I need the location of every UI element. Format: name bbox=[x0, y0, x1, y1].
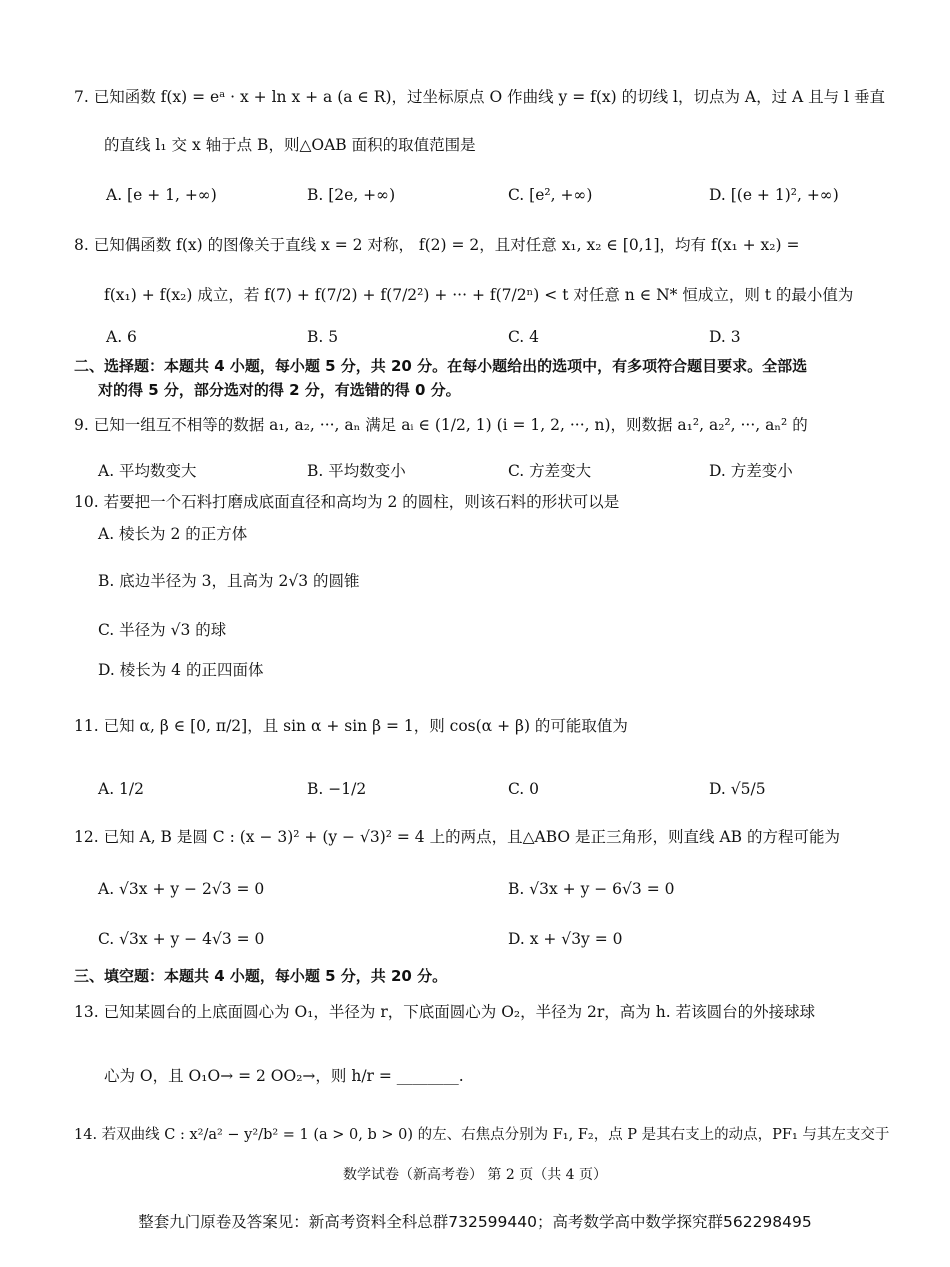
q7-option-b: B. [2e, +∞) bbox=[307, 186, 396, 204]
q8-stem-line2: f(x₁) + f(x₂) 成立，若 f(7) + f(7/2) + f(7/2²) + ··· + f(7/2ⁿ) < t 对任意 n ∈ N* 恒成立，则 t 的最小值为 bbox=[104, 286, 854, 304]
resource-notice: 整套九门原卷及答案见：新高考资料全科总群732599440；高考数学高中数学探究群562298495 bbox=[138, 1213, 812, 1231]
q7-stem-line2: 的直线 l₁ 交 x 轴于点 B，则△OAB 面积的取值范围是 bbox=[104, 136, 476, 154]
q12-option-a: A. √3x + y − 2√3 = 0 bbox=[98, 880, 265, 898]
q7-option-d: D. [(e + 1)², +∞) bbox=[709, 186, 839, 204]
q12-options-row1 bbox=[0, 876, 950, 902]
q9-stem: 9. 已知一组互不相等的数据 a₁, a₂, ···, aₙ 满足 aᵢ ∈ (1/2, 1) (i = 1, 2, ···, n)，则数据 a₁², a₂², ···, aₙ² 的 bbox=[74, 416, 808, 434]
q10-option-b: B. 底边半径为 3，且高为 2√3 的圆锥 bbox=[98, 572, 360, 590]
q7-option-c: C. [e², +∞) bbox=[508, 186, 593, 204]
q12-option-d: D. x + √3y = 0 bbox=[508, 930, 623, 948]
q12-option-c: C. √3x + y − 4√3 = 0 bbox=[98, 930, 265, 948]
q13-stem-line1: 13. 已知某圆台的上底面圆心为 O₁，半径为 r，下底面圆心为 O₂，半径为 2r，高为 h. 若该圆台的外接球球 bbox=[74, 1003, 816, 1021]
section2-heading-line2: 对的得 5 分，部分选对的得 2 分，有选错的得 0 分。 bbox=[98, 381, 461, 399]
q11-option-a: A. 1/2 bbox=[98, 780, 144, 798]
q8-option-a: A. 6 bbox=[106, 328, 137, 346]
q11-option-c: C. 0 bbox=[508, 780, 540, 798]
q11-options bbox=[0, 776, 950, 802]
q7-option-a: A. [e + 1, +∞) bbox=[106, 186, 217, 204]
q9-option-c: C. 方差变大 bbox=[508, 462, 592, 480]
q12-stem: 12. 已知 A, B 是圆 C : (x − 3)² + (y − √3)² = 4 上的两点，且△ABO 是正三角形，则直线 AB 的方程可能为 bbox=[74, 828, 840, 846]
q11-option-d: D. √5/5 bbox=[709, 780, 766, 798]
section3-heading: 三、填空题：本题共 4 小题，每小题 5 分，共 20 分。 bbox=[74, 967, 448, 985]
q12-option-b: B. √3x + y − 6√3 = 0 bbox=[508, 880, 675, 898]
q8-stem-line1: 8. 已知偶函数 f(x) 的图像关于直线 x = 2 对称， f(2) = 2，且对任意 x₁, x₂ ∈ [0,1]，均有 f(x₁ + x₂) = bbox=[74, 236, 800, 254]
q8-option-c: C. 4 bbox=[508, 328, 540, 346]
section2-heading-line1: 二、选择题：本题共 4 小题，每小题 5 分，共 20 分。在每小题给出的选项中，有多项符合题目要求。全部选 bbox=[74, 357, 808, 375]
q8-options bbox=[0, 324, 950, 350]
q10-option-d: D. 棱长为 4 的正四面体 bbox=[98, 661, 264, 679]
q13-stem-line2: 心为 O，且 O₁O→ = 2 OO₂→，则 h/r = ________. bbox=[104, 1067, 464, 1085]
q9-options bbox=[0, 458, 950, 484]
q10-stem: 10. 若要把一个石料打磨成底面直径和高均为 2 的圆柱，则该石料的形状可以是 bbox=[74, 493, 620, 511]
q11-option-b: B. −1/2 bbox=[307, 780, 367, 798]
q8-option-d: D. 3 bbox=[709, 328, 741, 346]
q9-option-b: B. 平均数变小 bbox=[307, 462, 406, 480]
q9-option-a: A. 平均数变大 bbox=[98, 462, 197, 480]
page-footer: 数学试卷（新高考卷） 第 2 页（共 4 页） bbox=[342, 1167, 608, 1183]
q9-option-d: D. 方差变小 bbox=[709, 462, 793, 480]
q11-stem: 11. 已知 α, β ∈ [0, π/2]，且 sin α + sin β = 1，则 cos(α + β) 的可能取值为 bbox=[74, 717, 628, 735]
q10-option-a: A. 棱长为 2 的正方体 bbox=[98, 525, 248, 543]
q7-options bbox=[0, 182, 950, 208]
q10-option-c: C. 半径为 √3 的球 bbox=[98, 621, 227, 639]
q14-stem-line1: 14. 若双曲线 C : x²/a² − y²/b² = 1 (a > 0, b > 0) 的左、右焦点分别为 F₁, F₂，点 P 是其右支上的动点，PF₁ 与其左支交于 bbox=[74, 1127, 890, 1143]
q12-options-row2 bbox=[0, 926, 950, 952]
q7-stem-line1: 7. 已知函数 f(x) = eᵃ · x + ln x + a (a ∈ R)，过坐标原点 O 作曲线 y = f(x) 的切线 l，切点为 A，过 A 且与 l 垂直 bbox=[74, 88, 885, 106]
q8-option-b: B. 5 bbox=[307, 328, 339, 346]
